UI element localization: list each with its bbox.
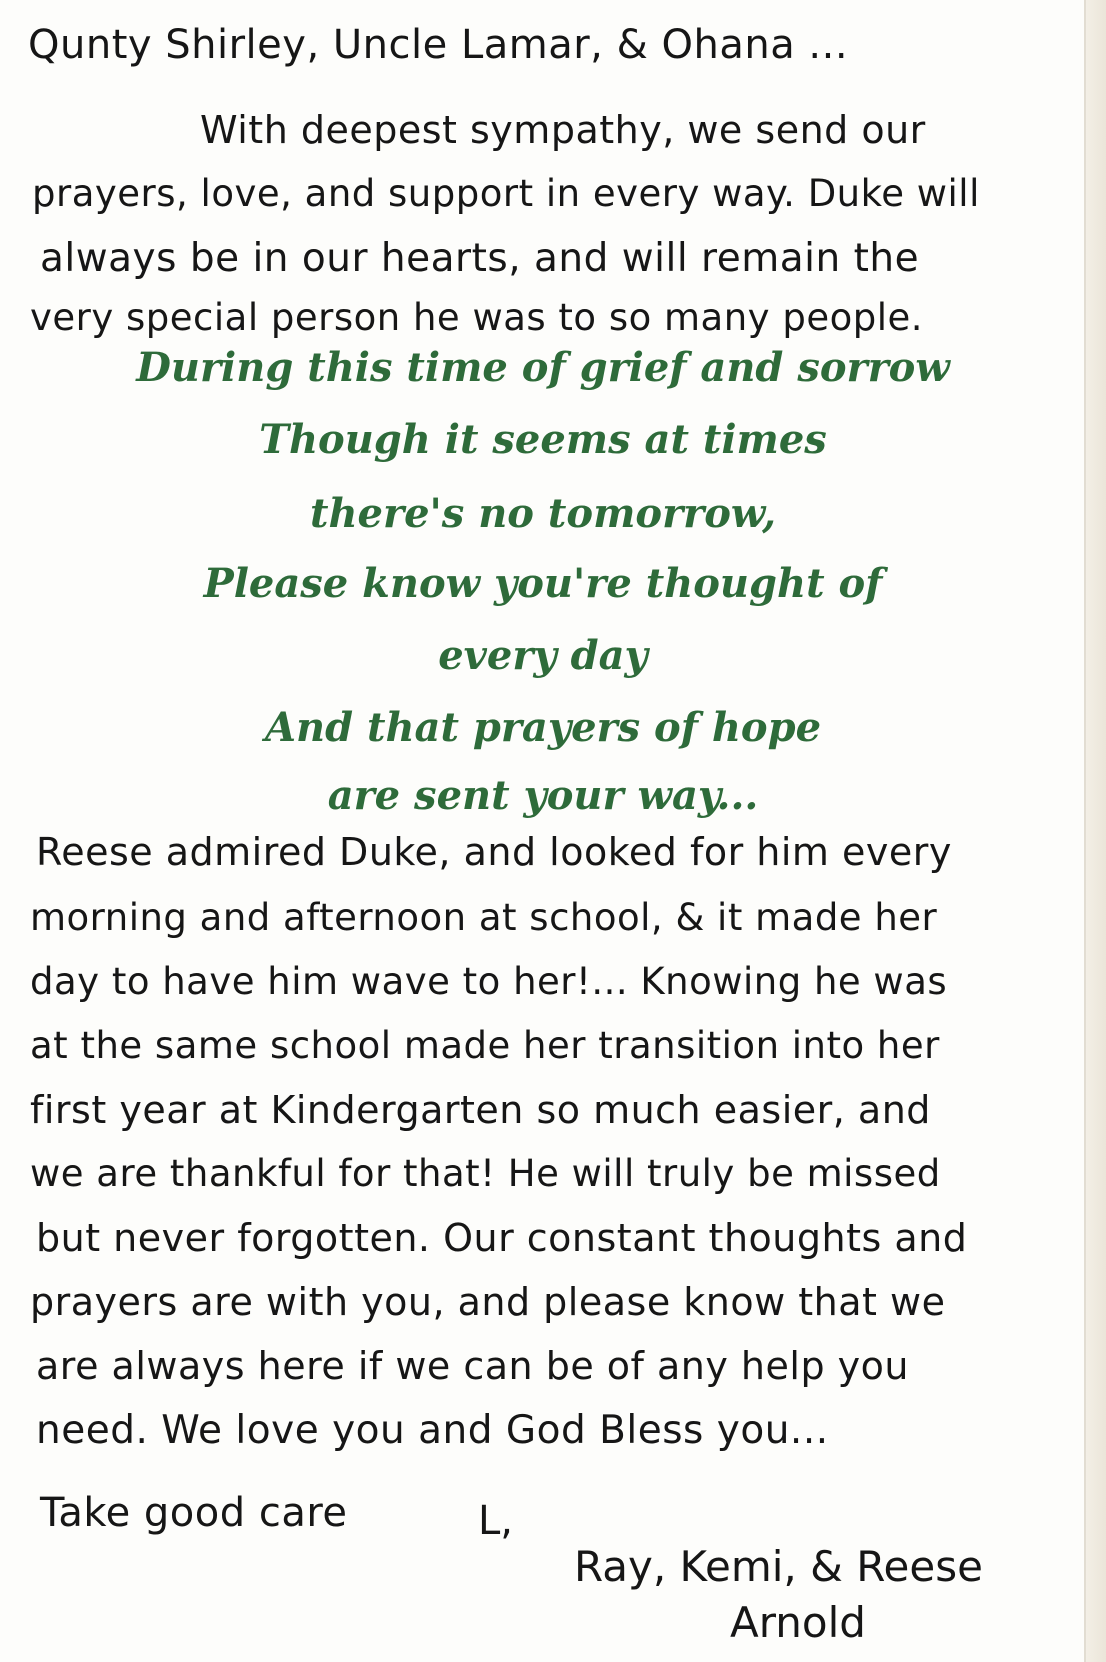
body-line-11: Take good care: [40, 1490, 348, 1536]
body-line-4: at the same school made her transition into her: [30, 1024, 940, 1067]
opening-line-3: always be in our hearts, and will remain the: [40, 236, 920, 281]
verse-line-1: During this time of grief and sorrow: [136, 344, 950, 391]
verse-line-2: Though it seems at times: [259, 416, 827, 463]
body-line-9: are always here if we can be of any help you: [36, 1344, 909, 1388]
verse-line-3: there's no tomorrow,: [310, 490, 776, 537]
body-line-6: we are thankful for that! He will truly be missed: [30, 1152, 941, 1195]
body-line-7: but never forgotten. Our constant thoughts and: [36, 1216, 968, 1260]
body-line-2: morning and afternoon at school, & it made her: [30, 896, 938, 939]
signature-surname: Arnold: [730, 1598, 866, 1647]
body-line-10: need. We love you and God Bless you...: [36, 1408, 829, 1453]
body-line-8: prayers are with you, and please know that we: [30, 1280, 946, 1324]
opening-line-1: With deepest sympathy, we send our: [200, 108, 926, 152]
opening-line-4: very special person he was to so many people.: [30, 296, 924, 339]
body-line-5: first year at Kindergarten so much easier, and: [30, 1088, 931, 1132]
verse-line-6: And that prayers of hope: [264, 704, 822, 751]
verse-line-5: every day: [438, 632, 648, 679]
verse-line-7: are sent your way...: [327, 772, 759, 819]
greeting-line: Qunty Shirley, Uncle Lamar, & Ohana ...: [28, 22, 849, 68]
signature-names: Ray, Kemi, & Reese: [574, 1542, 983, 1591]
body-line-3: day to have him wave to her!... Knowing he was: [30, 960, 948, 1003]
signature-closing: L,: [478, 1498, 513, 1544]
opening-line-2: prayers, love, and support in every way. Duke will: [32, 172, 980, 215]
verse-line-4: Please know you're thought of: [203, 560, 883, 607]
body-line-1: Reese admired Duke, and looked for him every: [36, 830, 952, 874]
card-fold-edge: [1086, 0, 1106, 1662]
